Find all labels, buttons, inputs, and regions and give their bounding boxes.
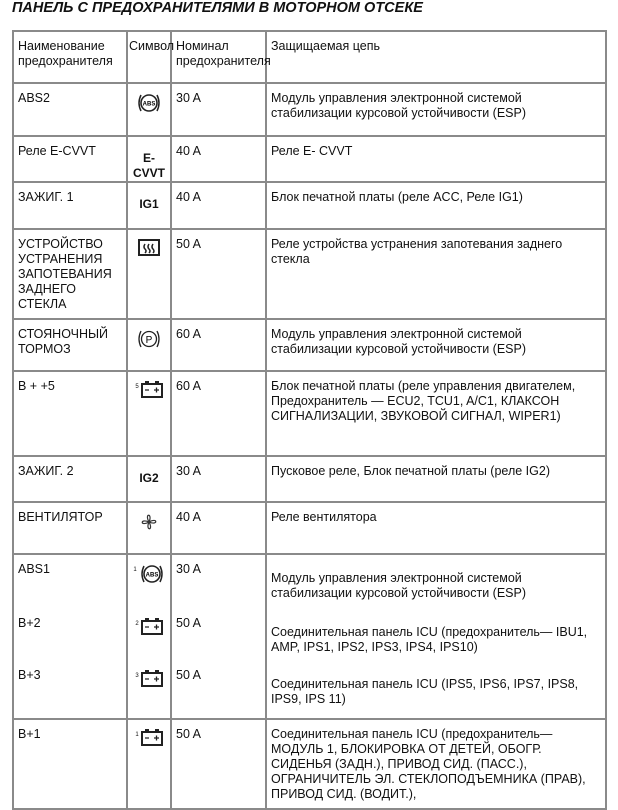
header-name: Наименование предохранителя [13, 31, 127, 83]
table-row [13, 609, 606, 661]
fuse-name: B+1 [13, 719, 127, 809]
fuse-circuit: Модуль управления электронной системой стабилизации курсовой устойчивости (ESP) [266, 319, 606, 371]
fuse-rating: 30 A [171, 456, 266, 502]
fuse-symbol [127, 554, 171, 609]
abs-icon [136, 92, 162, 106]
fuse-rating: 50 A [171, 609, 266, 661]
fuse-symbol [127, 182, 171, 229]
fuse-rating: 40 A [171, 182, 266, 229]
table-row [13, 229, 606, 319]
battery-icon [141, 617, 163, 631]
fuse-circuit: Соединительная панель ICU (IPS5, IPS6, IPS7, IPS8, IPS9, IPS 11) [266, 661, 606, 719]
symbol-text: IG2 [139, 471, 159, 485]
fuse-rating: 30 A [171, 83, 266, 136]
symbol-index: 3 [135, 673, 139, 679]
symbol-text: IG1 [139, 197, 159, 211]
symbol-index: 1 [135, 732, 139, 738]
fuse-symbol [127, 371, 171, 456]
table-header [13, 31, 606, 83]
fuse-circuit: Реле устройства устранения запотевания заднего стекла [266, 229, 606, 319]
fuse-symbol [127, 609, 171, 661]
table-row [13, 456, 606, 502]
fuse-name: УСТРОЙСТВО УСТРАНЕНИЯ ЗАПОТЕВАНИЯ ЗАДНЕГО СТЕКЛА [13, 229, 127, 319]
fuse-rating: 60 A [171, 371, 266, 456]
rear-defrost-icon [137, 238, 161, 252]
fuse-name: ВЕНТИЛЯТОР [13, 502, 127, 554]
fuse-circuit: Модуль управления электронной системой стабилизации курсовой устойчивости (ESP) [266, 554, 606, 609]
battery-icon [141, 669, 163, 683]
fuse-name: ЗАЖИГ. 1 [13, 182, 127, 229]
fuse-symbol [127, 719, 171, 809]
fuse-circuit: Реле вентилятора [266, 502, 606, 554]
table-row [13, 661, 606, 719]
fuse-symbol [127, 136, 171, 182]
fuse-rating: 60 A [171, 319, 266, 371]
fuse-name: B+3 [13, 661, 127, 719]
fuse-symbol [127, 229, 171, 319]
fuse-rating: 50 A [171, 229, 266, 319]
fuse-symbol [127, 83, 171, 136]
fuse-rating: 40 A [171, 502, 266, 554]
table-row [13, 182, 606, 229]
fuse-name: ЗАЖИГ. 2 [13, 456, 127, 502]
symbol-index: 5 [135, 384, 139, 390]
table-row [13, 371, 606, 456]
fuse-circuit: Соединительная панель ICU (предохранитель— IBU1, AMP, IPS1, IPS2, IPS3, IPS4, IPS10) [266, 609, 606, 661]
fuse-name: B+2 [13, 609, 127, 661]
battery-icon [141, 728, 163, 742]
fuse-name: Реле E-CVVT [13, 136, 127, 182]
fuse-symbol [127, 456, 171, 502]
fuse-name: ABS2 [13, 83, 127, 136]
fuse-circuit: Модуль управления электронной системой стабилизации курсовой устойчивости (ESP) [266, 83, 606, 136]
header-symbol: Символ [127, 31, 171, 83]
table-row [13, 502, 606, 554]
page-title: ПАНЕЛЬ С ПРЕДОХРАНИТЕЛЯМИ В МОТОРНОМ ОТСЕКЕ [12, 0, 423, 16]
fuse-rating: 50 A [171, 661, 266, 719]
table-row [13, 554, 606, 609]
fuse-circuit: Блок печатной платы (реле ACC, Реле IG1) [266, 182, 606, 229]
fuse-rating: 40 A [171, 136, 266, 182]
symbol-text: E-CVVT [132, 151, 165, 180]
abs-icon [139, 563, 165, 577]
symbol-index: 1 [133, 567, 137, 573]
fuse-circuit: Блок печатной платы (реле управления двигателем, Предохранитель — ECU2, TCU1, A/C1, КЛАКСОН СИГНАЛИЗАЦИИ, ЗВУКОВОЙ СИГНАЛ, WIPER1) [266, 371, 606, 456]
parking-brake-icon [136, 328, 162, 346]
table-row [13, 719, 606, 809]
fuse-circuit: Реле E- CVVT [266, 136, 606, 182]
fuse-rating: 50 A [171, 719, 266, 809]
fuse-circuit: Пусковое реле, Блок печатной платы (реле IG2) [266, 456, 606, 502]
table-row [13, 83, 606, 136]
header-rating: Номинал предохранителя [171, 31, 266, 83]
table-row [13, 319, 606, 371]
symbol-index: 2 [135, 621, 139, 627]
fuse-name: СТОЯНОЧНЫЙ ТОРМОЗ [13, 319, 127, 371]
fuse-symbol [127, 319, 171, 371]
svg-text:ABS: ABS [142, 101, 156, 108]
table-row [13, 136, 606, 182]
fuse-rating: 30 A [171, 554, 266, 609]
fuse-table [12, 30, 607, 810]
header-circuit: Защищаемая цепь [266, 31, 606, 83]
battery-icon [141, 380, 163, 394]
fuse-symbol [127, 661, 171, 719]
fan-icon [138, 511, 160, 525]
svg-text:ABS: ABS [145, 572, 159, 579]
fuse-symbol [127, 502, 171, 554]
fuse-name: B + +5 [13, 371, 127, 456]
fuse-name: ABS1 [13, 554, 127, 609]
svg-text:P: P [145, 335, 153, 346]
fuse-circuit: Соединительная панель ICU (предохранитель— МОДУЛЬ 1, БЛОКИРОВКА ОТ ДЕТЕЙ, ОБОГР. СИДЕНЬЯ (ЗАДН.), ПРИВОД СИД. (ПАСС.), ОГРАНИЧИТЕЛЬ ЭЛ. СТЕКЛОПОДЪЕМНИКА (ПРАВ), ПРИВОД СИД. (ВОДИТ.), [266, 719, 606, 809]
